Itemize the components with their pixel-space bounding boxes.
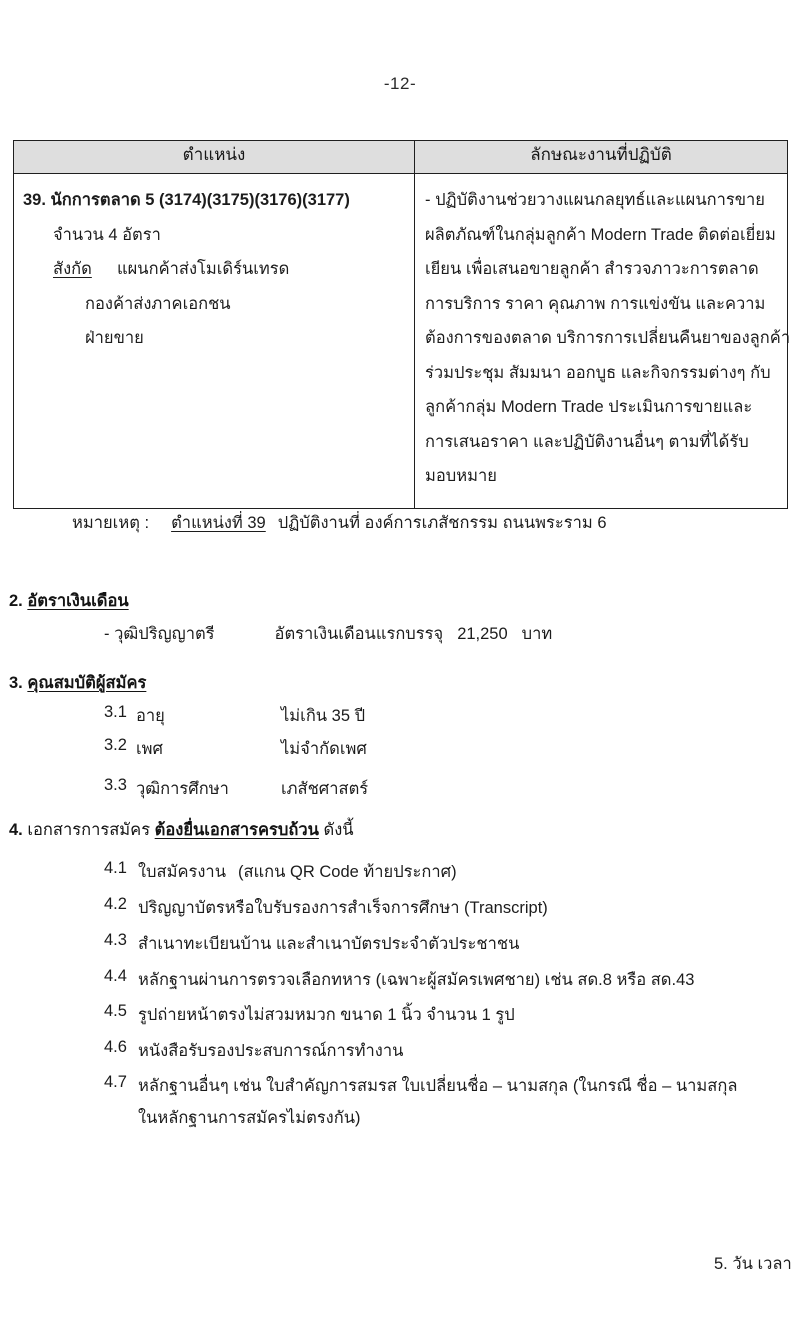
- salary-label: อัตราเงินเดือนแรกบรรจุ: [274, 625, 444, 643]
- document-item: [104, 931, 519, 957]
- qualification-row: [104, 736, 367, 762]
- qualification-value: เภสัชศาสตร์: [281, 780, 369, 798]
- qualification-value: ไม่จำกัดเพศ: [281, 740, 367, 758]
- position-affiliation-row: [23, 252, 404, 287]
- duties-line: ต้องการของตลาด บริการการเปลี่ยนคืนยาของลูกค้า: [425, 329, 791, 347]
- document-number: 4.2: [104, 895, 127, 913]
- document-number: 4.1: [104, 859, 127, 877]
- qualification-label: เพศ: [136, 740, 163, 758]
- document-continuation-text: ในหลักฐานการสมัครไม่ตรงกัน): [138, 1109, 361, 1127]
- position-cell-body: [14, 174, 414, 370]
- duties-line: การเสนอราคา และปฏิบัติงานอื่นๆ ตามที่ได้รับ: [425, 432, 749, 451]
- duties-line: มอบหมาย: [425, 467, 497, 485]
- section-2-heading: [9, 588, 129, 614]
- salary-value: 21,250: [457, 625, 508, 643]
- document-item: [104, 1002, 515, 1028]
- section-4-title-pre: เอกสารการสมัคร: [27, 821, 151, 839]
- duties-cell-body: [415, 174, 791, 508]
- page-number: -12-: [383, 74, 417, 93]
- qualification-value: ไม่เกิน 35 ปี: [281, 707, 366, 725]
- section-2-salary-line: [104, 621, 552, 647]
- duties-line: ร่วมประชุม สัมมนา ออกบูธ และกิจกรรมต่างๆ กับ: [425, 363, 771, 382]
- section-2-number: 2.: [9, 592, 23, 610]
- qualification-number: 3.1: [104, 703, 127, 721]
- document-text: หนังสือรับรองประสบการณ์การทำงาน: [138, 1042, 404, 1060]
- note-text: ปฏิบัติงานที่ องค์การเภสัชกรรม ถนนพระราม 6: [277, 514, 607, 532]
- document-number: 4.5: [104, 1002, 127, 1020]
- column-header-duties: ลักษณะงานที่ปฏิบัติ: [415, 141, 788, 174]
- table-row: [14, 174, 788, 509]
- affiliation-line-0: แผนกค้าส่งโมเดิร์นเทรด: [117, 260, 290, 278]
- document-text: หลักฐานผ่านการตรวจเลือกทหาร (เฉพาะผู้สมัครเพศชาย) เช่น สด.8 หรือ สด.43: [138, 971, 695, 989]
- qualification-label: อายุ: [136, 707, 165, 725]
- salary-degree: - วุฒิปริญญาตรี: [104, 625, 215, 643]
- section-3-number: 3.: [9, 674, 23, 692]
- qualification-row: [104, 703, 365, 729]
- document-item: [104, 895, 548, 921]
- affiliation-line-2: ฝ่ายขาย: [85, 329, 144, 347]
- salary-unit: บาท: [521, 625, 553, 643]
- column-header-position: ตำแหน่ง: [14, 141, 415, 174]
- affiliation-line-1: กองค้าส่งภาคเอกชน: [85, 294, 231, 313]
- document-item: [104, 967, 694, 993]
- qualification-label: วุฒิการศึกษา: [136, 780, 229, 798]
- document-item: [104, 1038, 403, 1064]
- qualification-number: 3.2: [104, 736, 127, 754]
- document-number: 4.7: [104, 1073, 127, 1091]
- table-note: [72, 510, 607, 536]
- section-4-title-post: ดังนี้: [323, 821, 354, 839]
- section-5-heading-fragment: 5. วัน เวลา: [714, 1255, 792, 1273]
- position-title: 39. นักการตลาด 5 (3174)(3175)(3176)(3177): [23, 191, 350, 209]
- table-header-row: [14, 141, 788, 174]
- document-text: สำเนาทะเบียนบ้าน และสำเนาบัตรประจำตัวประชาชน: [138, 935, 520, 953]
- document-number: 4.6: [104, 1038, 127, 1056]
- note-label: หมายเหตุ :: [72, 514, 150, 532]
- section-4-heading: [9, 817, 354, 843]
- document-item: [104, 859, 457, 885]
- section-3-title: คุณสมบัติผู้สมัคร: [27, 674, 147, 692]
- duties-line: ลูกค้ากลุ่ม Modern Trade ประเมินการขายและ: [425, 398, 753, 416]
- qualification-number: 3.3: [104, 776, 127, 794]
- document-text: หลักฐานอื่นๆ เช่น ใบสำคัญการสมรส ใบเปลี่ยนชื่อ – นามสกุล (ในกรณี ชื่อ – นามสกุล: [138, 1077, 738, 1095]
- qualification-row: [104, 776, 368, 802]
- document-extra: (สแกน QR Code ท้ายประกาศ): [237, 863, 457, 881]
- document-item-continuation: [138, 1105, 361, 1131]
- duties-line: การบริการ ราคา คุณภาพ การแข่งขัน และความ: [425, 294, 766, 313]
- section-3-heading: [9, 670, 146, 696]
- section-2-title: อัตราเงินเดือน: [27, 592, 129, 610]
- section-4-number: 4.: [9, 821, 23, 839]
- note-position-ref: ตำแหน่งที่ 39: [171, 514, 266, 532]
- document-text: ปริญญาบัตรหรือใบรับรองการสำเร็จการศึกษา (Transcript): [138, 899, 548, 917]
- section-4-title-emphasis: ต้องยื่นเอกสารครบถ้วน: [154, 821, 319, 839]
- document-text: รูปถ่ายหน้าตรงไม่สวมหมวก ขนาด 1 นิ้ว จำนวน 1 รูป: [138, 1006, 515, 1024]
- affiliation-label: สังกัด: [53, 260, 92, 278]
- document-item: [104, 1073, 737, 1099]
- document-number: 4.3: [104, 931, 127, 949]
- job-positions-table: [13, 140, 791, 509]
- duties-line: เยียน เพื่อเสนอขายลูกค้า สำรวจภาวะการตลาด: [425, 260, 759, 278]
- duties-line: ผลิตภัณฑ์ในกลุ่มลูกค้า Modern Trade ติดต่อเยี่ยม: [425, 225, 776, 244]
- cell-duties: [415, 174, 791, 509]
- document-number: 4.4: [104, 967, 127, 985]
- duties-line: - ปฏิบัติงานช่วยวางแผนกลยุทธ์และแผนการขาย: [425, 191, 765, 209]
- cell-position: [14, 174, 415, 509]
- document-text: ใบสมัครงาน: [138, 863, 226, 881]
- position-quantity: จำนวน 4 อัตรา: [53, 225, 161, 244]
